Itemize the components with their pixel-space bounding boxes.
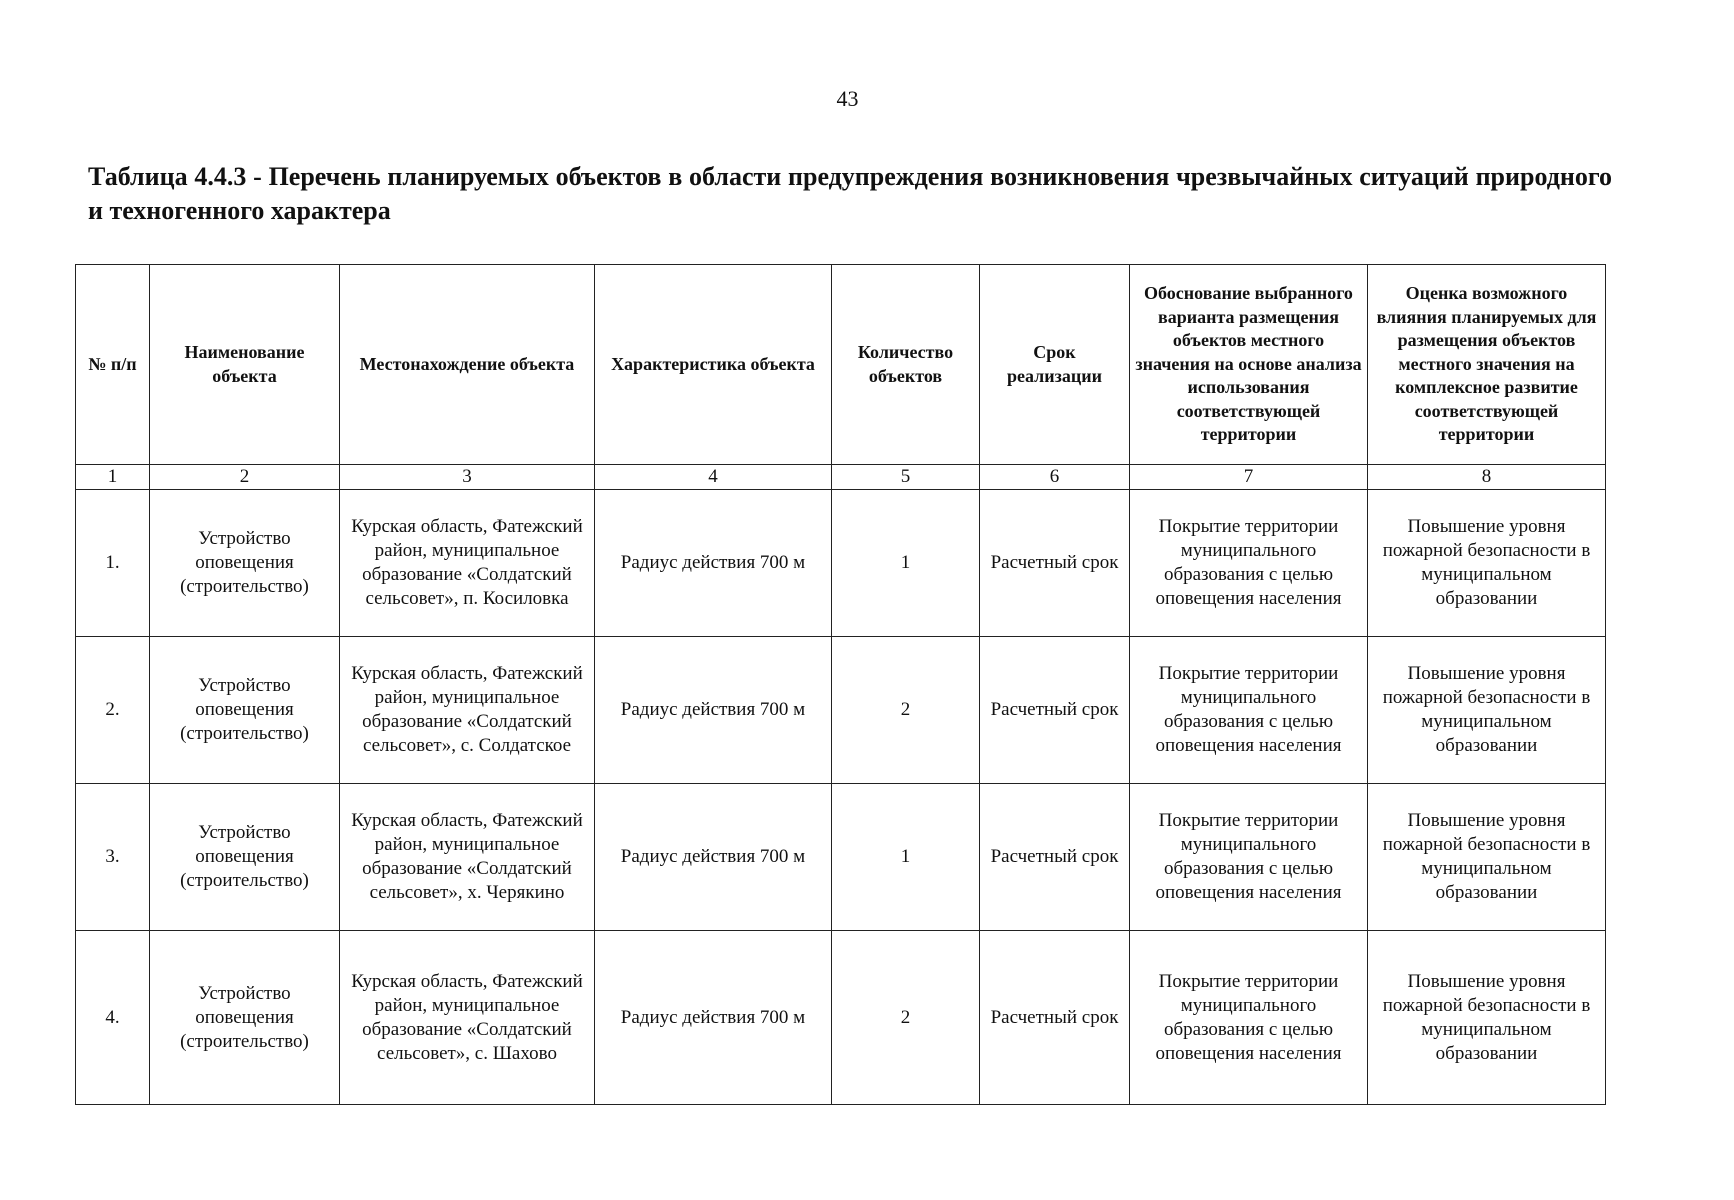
cell-justification: Покрытие территории муниципального образования с целью оповещения населения bbox=[1130, 637, 1368, 784]
header-impact: Оценка возможного влияния планируемых для размещения объектов местного значения на комплексное развитие соответствующей территории bbox=[1368, 265, 1606, 465]
header-term: Срок реализации bbox=[980, 265, 1130, 465]
cell-characteristic: Радиус действия 700 м bbox=[595, 931, 832, 1105]
cell-impact: Повышение уровня пожарной безопасности в муниципальном образовании bbox=[1368, 637, 1606, 784]
cell-quantity: 1 bbox=[832, 490, 980, 637]
header-quantity: Количество объектов bbox=[832, 265, 980, 465]
cell-location: Курская область, Фатежский район, муниципальное образование «Солдатский сельсовет», с. Шахово bbox=[340, 931, 595, 1105]
cell-quantity: 2 bbox=[832, 637, 980, 784]
column-number: 7 bbox=[1130, 465, 1368, 490]
cell-num: 4. bbox=[76, 931, 150, 1105]
header-name: Наименование объекта bbox=[150, 265, 340, 465]
column-number: 6 bbox=[980, 465, 1130, 490]
table-row bbox=[76, 931, 1606, 1105]
cell-characteristic: Радиус действия 700 м bbox=[595, 637, 832, 784]
header-justification: Обоснование выбранного варианта размещения объектов местного значения на основе анализа использования соответствующей территории bbox=[1130, 265, 1368, 465]
header-characteristic: Характеристика объекта bbox=[595, 265, 832, 465]
cell-impact: Повышение уровня пожарной безопасности в муниципальном образовании bbox=[1368, 931, 1606, 1105]
cell-impact: Повышение уровня пожарной безопасности в муниципальном образовании bbox=[1368, 784, 1606, 931]
column-number-row bbox=[76, 465, 1606, 490]
page-number: 43 bbox=[836, 86, 859, 111]
cell-term: Расчетный срок bbox=[980, 931, 1130, 1105]
table-row bbox=[76, 784, 1606, 931]
table-header-row bbox=[76, 265, 1606, 465]
column-number: 5 bbox=[832, 465, 980, 490]
header-location: Местонахождение объекта bbox=[340, 265, 595, 465]
cell-num: 1. bbox=[76, 490, 150, 637]
cell-name: Устройство оповещения (строительство) bbox=[150, 637, 340, 784]
cell-location: Курская область, Фатежский район, муниципальное образование «Солдатский сельсовет», х. Черякино bbox=[340, 784, 595, 931]
cell-impact: Повышение уровня пожарной безопасности в муниципальном образовании bbox=[1368, 490, 1606, 637]
table-row bbox=[76, 490, 1606, 637]
cell-num: 2. bbox=[76, 637, 150, 784]
column-number: 4 bbox=[595, 465, 832, 490]
cell-location: Курская область, Фатежский район, муниципальное образование «Солдатский сельсовет», с. Солдатское bbox=[340, 637, 595, 784]
header-num: № п/п bbox=[76, 265, 150, 465]
cell-justification: Покрытие территории муниципального образования с целью оповещения населения bbox=[1130, 490, 1368, 637]
cell-term: Расчетный срок bbox=[980, 490, 1130, 637]
objects-table bbox=[75, 264, 1606, 1105]
cell-term: Расчетный срок bbox=[980, 637, 1130, 784]
table-title: Таблица 4.4.3 - Перечень планируемых объектов в области предупреждения возникновения чрезвычайных ситуаций природного и техногенного характера bbox=[88, 162, 1612, 225]
column-number: 8 bbox=[1368, 465, 1606, 490]
cell-characteristic: Радиус действия 700 м bbox=[595, 490, 832, 637]
cell-name: Устройство оповещения (строительство) bbox=[150, 784, 340, 931]
cell-location: Курская область, Фатежский район, муниципальное образование «Солдатский сельсовет», п. Косиловка bbox=[340, 490, 595, 637]
cell-characteristic: Радиус действия 700 м bbox=[595, 784, 832, 931]
column-number: 1 bbox=[76, 465, 150, 490]
cell-quantity: 2 bbox=[832, 931, 980, 1105]
cell-quantity: 1 bbox=[832, 784, 980, 931]
cell-justification: Покрытие территории муниципального образования с целью оповещения населения bbox=[1130, 931, 1368, 1105]
cell-name: Устройство оповещения (строительство) bbox=[150, 490, 340, 637]
table-row bbox=[76, 637, 1606, 784]
cell-justification: Покрытие территории муниципального образования с целью оповещения населения bbox=[1130, 784, 1368, 931]
cell-term: Расчетный срок bbox=[980, 784, 1130, 931]
column-number: 2 bbox=[150, 465, 340, 490]
column-number: 3 bbox=[340, 465, 595, 490]
cell-name: Устройство оповещения (строительство) bbox=[150, 931, 340, 1105]
cell-num: 3. bbox=[76, 784, 150, 931]
